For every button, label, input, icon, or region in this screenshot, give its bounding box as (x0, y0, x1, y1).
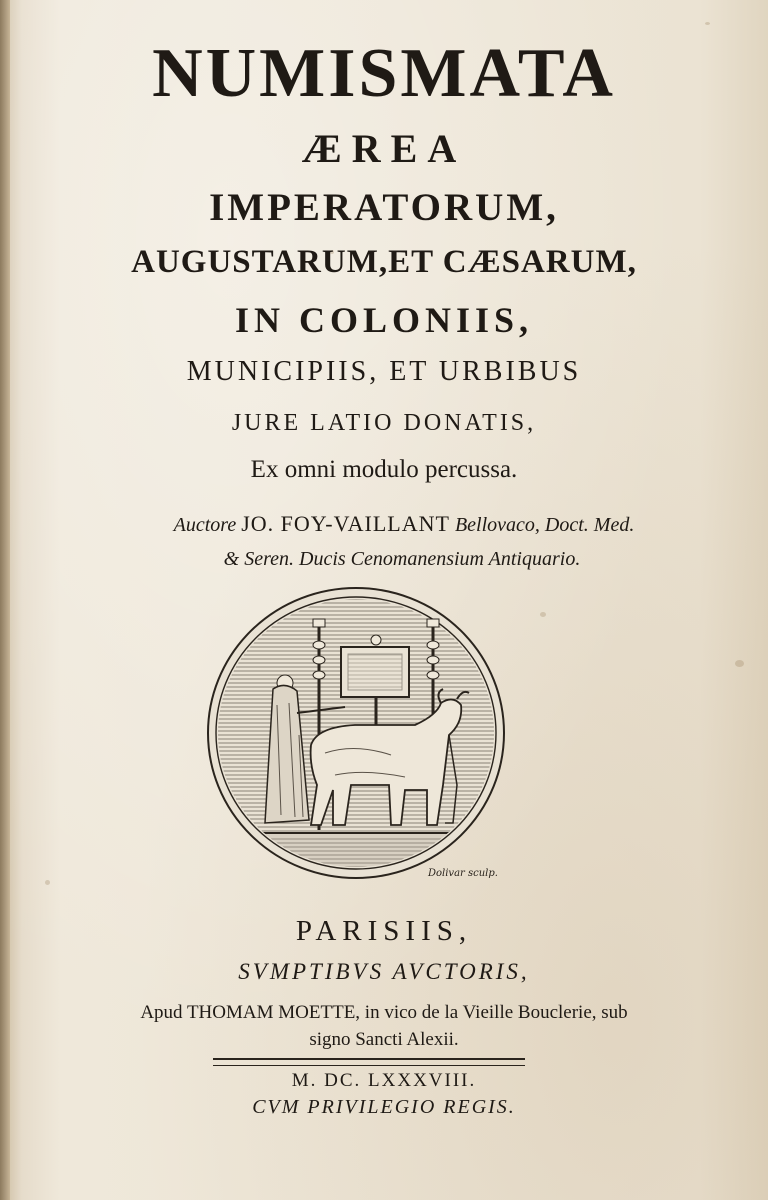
author-prefix: Auctore (173, 514, 237, 536)
imprint-sumptibus: SVMPTIBVS AVCTORIS, (238, 959, 530, 984)
title-line-7: JURE LATIO DONATIS, (231, 410, 537, 436)
imprint-publisher: Apud THOMAM MOETTE, in vico de la Vieille Bouclerie, sub (140, 1002, 628, 1023)
author-title-line: & Seren. Ducis Cenomanensium Antiquario. (223, 548, 581, 570)
author-line (20, 511, 768, 538)
imprint-publisher-line-2: signo Sancti Alexii. (309, 1029, 459, 1050)
foxing-spot (45, 880, 50, 885)
foxing-spot (735, 660, 744, 667)
title-line-2: ÆREA (301, 126, 467, 171)
imprint-city: PARISIIS, (295, 915, 473, 947)
engraver-signature: Dolivar sculp. (428, 868, 498, 879)
title-line-3: IMPERATORUM, (209, 186, 559, 229)
imprint-rule (213, 1058, 525, 1066)
title-line-5: IN COLONIIS, (234, 300, 534, 340)
imprint-year: M. DC. LXXXVIII. (291, 1070, 477, 1091)
title-line-8: Ex omni modulo percussa. (250, 456, 518, 483)
title-line-4: AUGUSTARUM,ET CÆSARUM, (131, 244, 637, 280)
author-suffix: Bellovaco, Doct. Med. (454, 514, 635, 536)
medallion-engraving (205, 585, 507, 881)
title-line-6: MUNICIPIIS, ET URBIBUS (186, 356, 582, 387)
imprint-privilege: CVM PRIVILEGIO REGIS. (252, 1096, 516, 1118)
foxing-spot (705, 22, 710, 25)
author-name: JO. FOY-VAILLANT (241, 511, 450, 536)
title-main: NUMISMATA (152, 35, 616, 112)
foxing-spot (540, 612, 546, 617)
